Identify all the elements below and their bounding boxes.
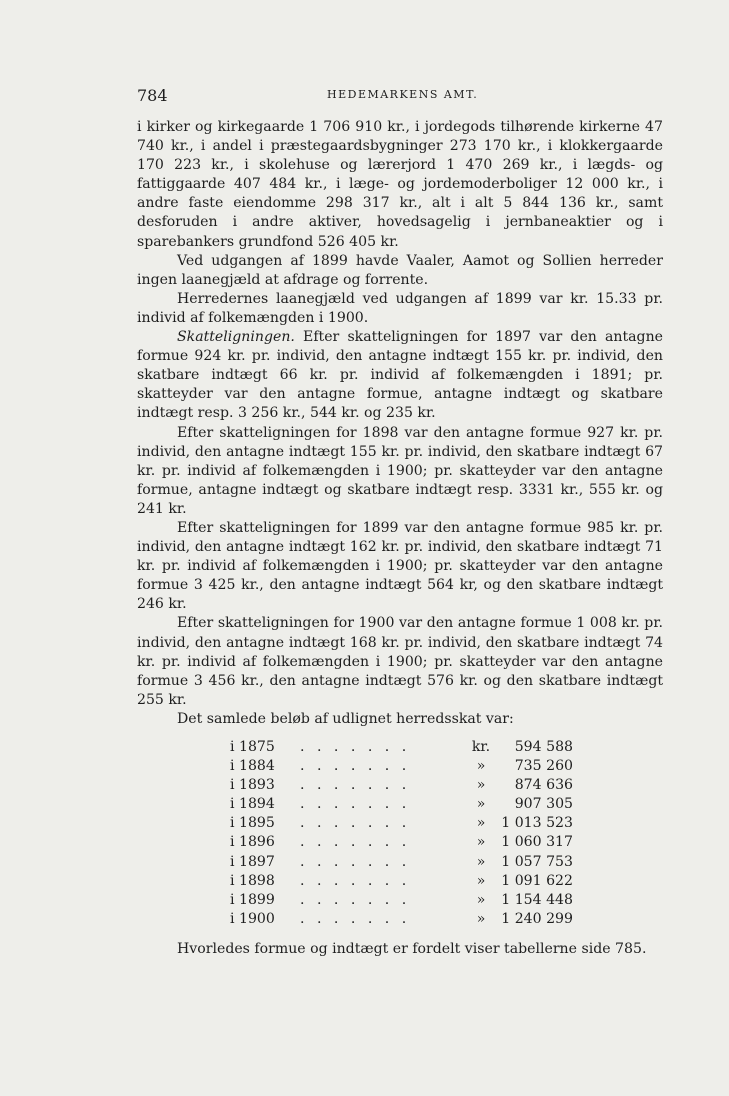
row-unit: » [476,834,486,851]
dot-leader: . . . . . . . [300,853,411,870]
row-unit: » [476,891,486,908]
dot-leader: . . . . . . . [300,777,411,794]
row-amount: 1 240 299 [501,910,573,927]
row-unit: » [476,796,486,813]
paragraph-skatteligning-1897 [137,328,663,423]
row-amount: 874 636 [514,777,573,794]
row-unit: » [476,815,486,832]
paragraph-no-debt: Ved udgangen af 1899 havde Vaaler, Aamot og Sollien herreder ingen laanegjæld at afdrage og forrente. [137,252,663,288]
dot-leader: . . . . . . . [300,758,411,775]
dot-leader: . . . . . . . [300,834,411,851]
table-row [230,872,575,891]
table-row [230,757,575,776]
table-row [230,776,575,795]
sideheading-skatteligningen: Skatteligningen. [177,329,295,346]
row-year: i 1897 [230,853,275,870]
paragraph-debt-per-capita: Herredernes laanegjæld ved udgangen af 1899 var kr. 15.33 pr. individ af folkemængden i 1900. [137,290,663,326]
page-header [137,86,588,106]
row-amount: 735 260 [514,758,573,775]
paragraph-table-intro: Det samlede beløb af udlignet herredsskat var: [177,710,514,727]
dot-leader: . . . . . . . [300,910,411,927]
paragraph-1897-text: Efter skatteligningen for 1897 var den antagne formue 924 kr. pr. individ, den antagne indtægt 155 kr. pr. individ, den skatbare indtægt 66 kr. pr. individ af folkemængden i 1891; pr. skatteyder var den antagne formue, antagne indtægt og skatbare indtægt resp. 3 256 kr., 544 kr. og 235 kr. [137,329,663,422]
table-row [230,814,575,833]
row-year: i 1894 [230,796,275,813]
row-unit: » [476,777,486,794]
row-amount: 1 057 753 [501,853,573,870]
dot-leader: . . . . . . . [300,872,411,889]
row-amount: 594 588 [514,739,573,755]
row-year: i 1884 [230,758,275,775]
paragraph-1898: Efter skatteligningen for 1898 var den antagne formue 927 kr. pr. individ, den antagne indtægt 155 kr. pr. individ, den skatbare indtægt 67 kr. pr. individ af folkemængden i 1900; pr. skatteyder var den antagne formue, antagne indtægt og skatbare indtægt resp. 3331 kr., 555 kr. og 241 kr. [137,424,663,517]
body-text [137,118,663,729]
dot-leader: . . . . . . . [300,891,411,908]
row-amount: 1 013 523 [501,815,573,832]
row-year: i 1896 [230,834,275,851]
dot-leader: . . . . . . . [300,815,411,832]
row-unit: kr. [471,739,491,755]
table-row [230,795,575,814]
row-year: i 1899 [230,891,275,908]
dot-leader: . . . . . . . [300,739,411,755]
closing-text [137,940,663,959]
paragraph-1899: Efter skatteligningen for 1899 var den antagne formue 985 kr. pr. individ, den antagne indtægt 162 kr. pr. individ, den skatbare indtægt 71 kr. pr. individ af folkemængden i 1900; pr. skatteyder var den antagne formue 3 425 kr., den antagne indtægt 564 kr, og den skatbare indtægt 246 kr. [137,519,663,613]
table-row [230,853,575,872]
row-unit: » [476,758,486,775]
table-row [230,738,575,757]
row-amount: 1 091 622 [501,872,573,889]
row-year: i 1898 [230,872,275,889]
row-year: i 1900 [230,910,275,927]
tax-table [230,738,575,929]
row-amount: 1 154 448 [501,891,573,908]
table-row [230,833,575,852]
row-year: i 1875 [230,739,275,755]
paragraph-closing: Hvorledes formue og indtægt er fordelt viser tabellerne side 785. [177,941,647,957]
row-year: i 1895 [230,815,275,832]
running-head: HEDEMARKENS AMT. [327,88,479,101]
page-number: 784 [137,86,168,105]
row-amount: 907 305 [514,796,573,813]
dot-leader: . . . . . . . [300,796,411,813]
row-unit: » [476,853,486,870]
paragraph-1900: Efter skatteligningen for 1900 var den antagne formue 1 008 kr. pr. individ, den antagne indtægt 168 kr. pr. individ, den skatbare indtægt 74 kr. pr. individ af folkemængden i 1900; pr. skatteyder var den antagne formue 3 456 kr., den antagne indtægt 576 kr. og den skatbare indtægt 255 kr. [137,615,663,708]
table-row [230,910,575,929]
row-amount: 1 060 317 [501,834,573,851]
row-year: i 1893 [230,777,275,794]
table-row [230,891,575,910]
row-unit: » [476,872,486,889]
paragraph-assets: i kirker og kirkegaarde 1 706 910 kr., i jordegods tilhørende kirkerne 47 740 kr., i andel i præstegaardsbygninger 273 170 kr., i klokkergaarde 170 223 kr., i skolehuse og lærerjord 1 470 269 kr., i lægds- og fattiggaarde 407 484 kr., i læge- og jordemoderboliger 12 000 kr., i andre faste eiendomme 298 317 kr., alt i alt 5 844 136 kr., samt desforuden i andre aktiver, hovedsagelig i jernbaneaktier og i sparebankers grundfond 526 405 kr. [137,119,663,250]
row-unit: » [476,910,486,927]
